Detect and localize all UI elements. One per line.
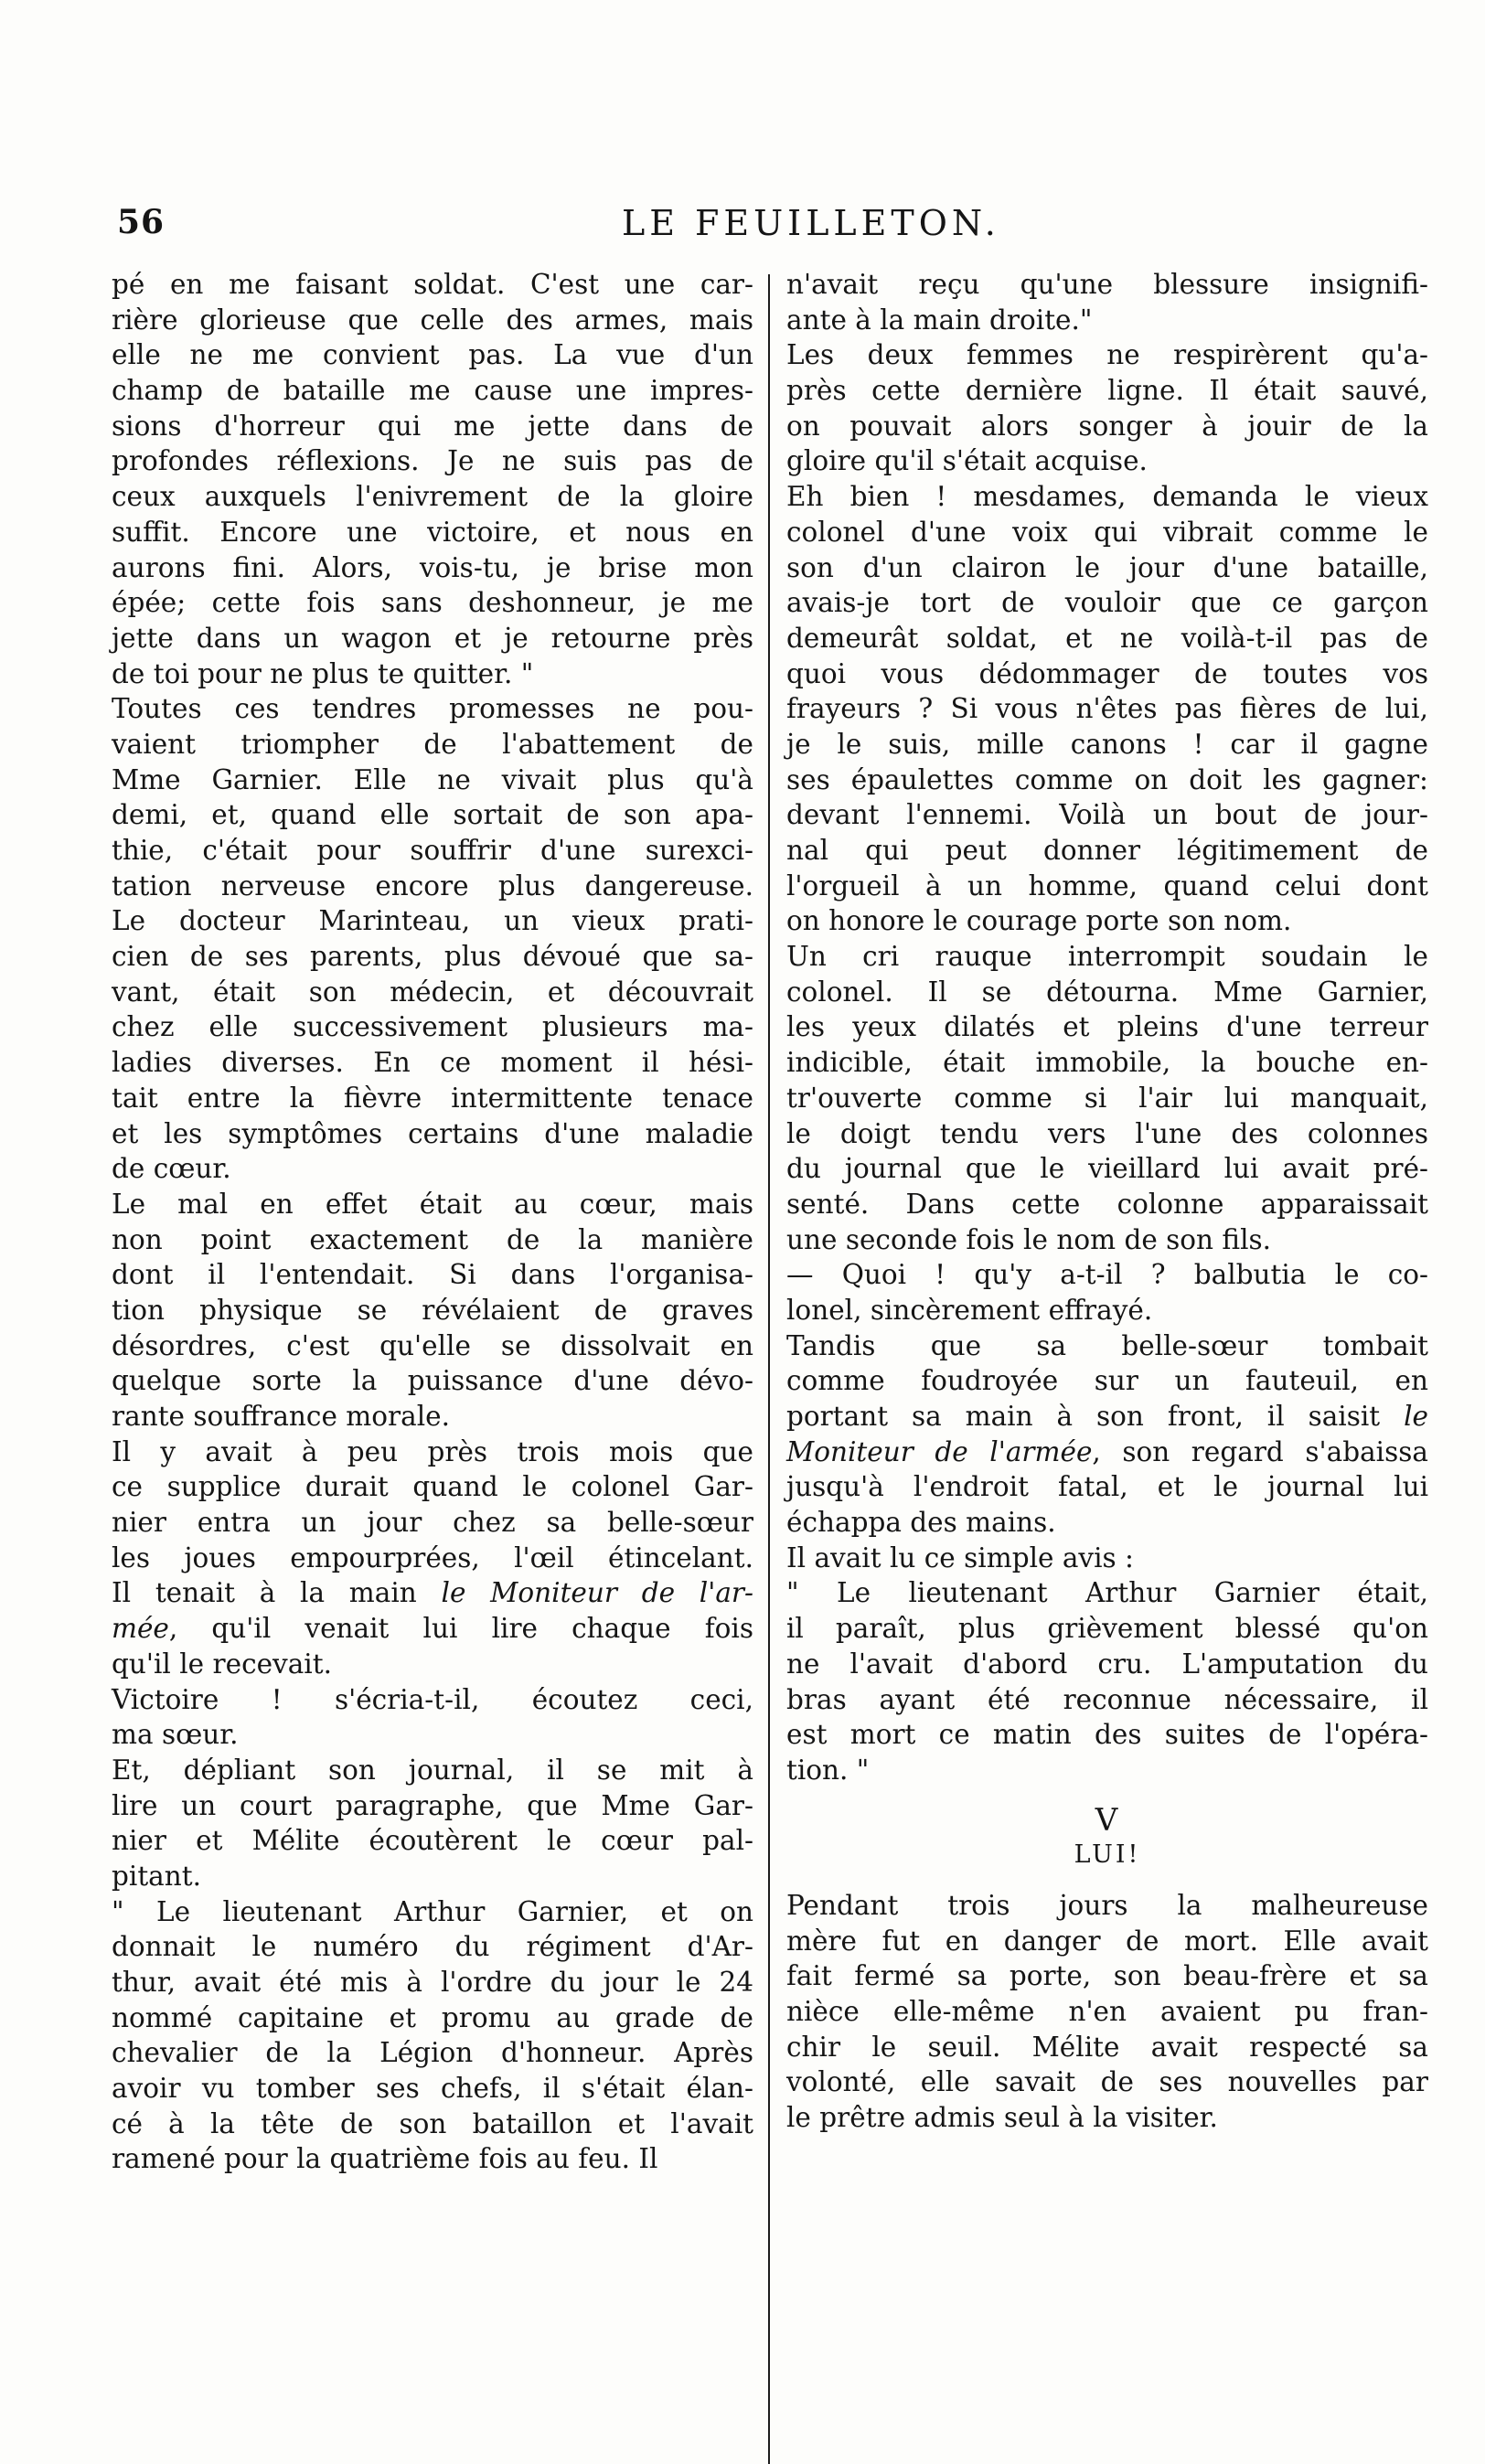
text-line: on honore le courage porte son nom. <box>786 905 1292 937</box>
text-line: cé à la tête de son bataillon et l'avait <box>112 2107 753 2139</box>
text-line: ma sœur. <box>112 1719 239 1751</box>
text-line: Pendant trois jours la malheureuse <box>786 1889 1428 1921</box>
text-line: vant, était son médecin, et découvrait <box>112 976 753 1008</box>
text-line: l'orgueil à un homme, quand celui dont <box>786 869 1428 901</box>
text-line: cien de ses parents, plus dévoué que sa- <box>112 941 753 973</box>
text-line: Les deux femmes ne respirèrent qu'a- <box>786 339 1428 371</box>
text-line: le doigt tendu vers l'une des colonnes <box>786 1117 1428 1149</box>
chapter-numeral: V <box>1095 1801 1120 1839</box>
text-line: ramené pour la quatrième fois au feu. Il <box>112 2143 658 2175</box>
text-line: il paraît, plus grièvement blessé qu'on <box>786 1613 1428 1645</box>
text-line: n'avait reçu qu'une blessure insignifi- <box>786 269 1428 300</box>
text-line: " Le lieutenant Arthur Garnier était, <box>786 1577 1428 1609</box>
text-line: indicible, était immobile, la bouche en- <box>786 1047 1428 1079</box>
text-line: Toutes ces tendres promesses ne pou- <box>112 693 753 725</box>
text-line: nier entra un jour chez sa belle-sœur <box>112 1507 753 1539</box>
text-line: demeurât soldat, et ne voilà-t-il pas de <box>786 622 1428 654</box>
text-line: qu'il le recevait. <box>112 1648 332 1680</box>
text-line: rière glorieuse que celle des armes, mais <box>112 304 753 336</box>
text-line: senté. Dans cette colonne apparaissait <box>786 1188 1428 1220</box>
text-line: avais-je tort de vouloir que ce garçon <box>786 587 1428 619</box>
text-line: colonel d'une voix qui vibrait comme le <box>786 516 1428 548</box>
text-line: avoir vu tomber ses chefs, il s'était élan- <box>112 2073 753 2105</box>
text-line: Eh bien ! mesdames, demanda le vieux <box>786 481 1428 513</box>
text-line: épée; cette fois sans deshonneur, je me <box>112 587 753 619</box>
text-line: on pouvait alors songer à jouir de la <box>786 410 1428 442</box>
text-line: suffit. Encore une victoire, et nous en <box>112 516 753 548</box>
text-line: nal qui peut donner légitimement de <box>786 835 1428 866</box>
text-line: thur, avait été mis à l'ordre du jour le 24 <box>112 1967 753 1998</box>
text-line: pé en me faisant soldat. C'est une car- <box>112 269 753 300</box>
text-line: Il avait lu ce simple avis : <box>786 1541 1134 1573</box>
text-line: thie, c'était pour souffrir d'une surexci- <box>112 835 753 866</box>
text-line: profondes réflexions. Je ne suis pas de <box>112 445 753 477</box>
text-line: champ de bataille me cause une impres- <box>112 375 753 407</box>
text-line: colonel. Il se détourna. Mme Garnier, <box>786 976 1428 1008</box>
text-line: quoi vous dédommager de toutes vos <box>786 657 1428 689</box>
text-line: nommé capitaine et promu au grade de <box>112 2001 753 2033</box>
text-line: comme foudroyée sur un fauteuil, en <box>786 1365 1428 1397</box>
spacer <box>786 1788 1428 1803</box>
text-line: devant l'ennemi. Voilà un bout de jour- <box>786 799 1428 831</box>
text-line: rante souffrance morale. <box>112 1401 450 1432</box>
text-line: ladies diverses. En ce moment il hési- <box>112 1047 753 1079</box>
text-line: bras ayant été reconnue nécessaire, il <box>786 1683 1428 1715</box>
text-line: frayeurs ? Si vous n'êtes pas fières de lui, <box>786 693 1428 725</box>
text-line: ce supplice durait quand le colonel Gar- <box>112 1471 753 1503</box>
text-line: mée, qu'il venait lui lire chaque fois <box>112 1613 753 1645</box>
text-line: chevalier de la Légion d'honneur. Après <box>112 2037 753 2069</box>
text-line: nier et Mélite écoutèrent le cœur pal- <box>112 1825 753 1857</box>
running-title: LE FEUILLETON. <box>622 203 1000 243</box>
text-line: Le mal en effet était au cœur, mais <box>112 1188 753 1220</box>
column-divider <box>768 274 770 2464</box>
text-line: est mort ce matin des suites de l'opéra- <box>786 1719 1428 1751</box>
text-line: aurons fini. Alors, vois-tu, je brise mon <box>112 551 753 583</box>
text-line: dont il l'entendait. Si dans l'organisa- <box>112 1259 753 1291</box>
text-line: pitant. <box>112 1860 201 1892</box>
text-line: jusqu'à l'endroit fatal, et le journal lui <box>786 1471 1428 1503</box>
chapter-title: LUI! <box>1074 1840 1141 1870</box>
text-line: désordres, c'est qu'elle se dissolvait en <box>112 1329 753 1361</box>
text-line: Il tenait à la main le Moniteur de l'ar- <box>112 1577 753 1609</box>
text-line: le prêtre admis seul à la visiter. <box>786 2102 1218 2134</box>
text-line: chir le seuil. Mélite avait respecté sa <box>786 2031 1428 2063</box>
text-line: mère fut en danger de mort. Elle avait <box>786 1925 1428 1957</box>
text-line: Le docteur Marinteau, un vieux prati- <box>112 905 753 937</box>
text-line: de cœur. <box>112 1153 231 1185</box>
text-line: Tandis que sa belle-sœur tombait <box>786 1329 1428 1361</box>
text-line: lire un court paragraphe, que Mme Gar- <box>112 1789 753 1821</box>
text-line: nièce elle-même n'en avaient pu fran- <box>786 1996 1428 2027</box>
text-line: demi, et, quand elle sortait de son apa- <box>112 799 753 831</box>
italic-text: le Moniteur de l'ar- <box>441 1577 753 1609</box>
text-line: chez elle successivement plusieurs ma- <box>112 1011 753 1043</box>
text-line: jette dans un wagon et je retourne près <box>112 622 753 654</box>
text-line: Il y avait à peu près trois mois que <box>112 1435 753 1467</box>
spacer <box>786 1873 1428 1888</box>
text-line: tr'ouverte comme si l'air lui manquait, <box>786 1082 1428 1114</box>
text-line: tation nerveuse encore plus dangereuse. <box>112 869 753 901</box>
text-line: " Le lieutenant Arthur Garnier, et on <box>112 1895 753 1927</box>
text-line: ante à la main droite." <box>786 304 1093 336</box>
text-line: non point exactement de la manière <box>112 1223 753 1255</box>
text-line: elle ne me convient pas. La vue d'un <box>112 339 753 371</box>
text-line: donnait le numéro du régiment d'Ar- <box>112 1931 753 1963</box>
italic-text: Moniteur de l'armée <box>786 1435 1093 1467</box>
text-line: son d'un clairon le jour d'une bataille, <box>786 551 1428 583</box>
text-line: volonté, elle savait de ses nouvelles par <box>786 2066 1428 2098</box>
text-line: échappa des mains. <box>786 1507 1056 1539</box>
italic-text: mée <box>112 1613 169 1645</box>
text-line: ses épaulettes comme on doit les gagner: <box>786 763 1428 795</box>
text-line: près cette dernière ligne. Il était sauvé, <box>786 375 1428 407</box>
text-line: Victoire ! s'écria-t-il, écoutez ceci, <box>112 1683 753 1715</box>
text-line: Mme Garnier. Elle ne vivait plus qu'à <box>112 763 753 795</box>
text-line: les yeux dilatés et pleins d'une terreur <box>786 1011 1428 1043</box>
text-line: portant sa main à son front, il saisit le <box>786 1401 1428 1432</box>
italic-text: le <box>1404 1401 1428 1432</box>
text-line: gloire qu'il s'était acquise. <box>786 445 1148 477</box>
left-column <box>112 267 753 2177</box>
text-line: Un cri rauque interrompit soudain le <box>786 941 1428 973</box>
text-line: ceux auxquels l'enivrement de la gloire <box>112 481 753 513</box>
text-line: et les symptômes certains d'une maladie <box>112 1117 753 1149</box>
page-number: 56 <box>117 203 166 241</box>
right-column <box>786 267 1428 2136</box>
text-line: du journal que le vieillard lui avait pré- <box>786 1153 1428 1185</box>
text-line: Moniteur de l'armée, son regard s'abaissa <box>786 1435 1428 1467</box>
text-line: vaient triompher de l'abattement de <box>112 728 753 760</box>
text-line: lonel, sincèrement effrayé. <box>786 1294 1153 1326</box>
text-line: fait fermé sa porte, son beau-frère et sa <box>786 1960 1428 1992</box>
text-line: quelque sorte la puissance d'une dévo- <box>112 1365 753 1397</box>
text-line: les joues empourprées, l'œil étincelant. <box>112 1541 753 1573</box>
text-line: — Quoi ! qu'y a-t-il ? balbutia le co- <box>786 1259 1428 1291</box>
text-line: tion physique se révélaient de graves <box>112 1294 753 1326</box>
text-line: une seconde fois le nom de son fils. <box>786 1223 1272 1255</box>
text-line: je le suis, mille canons ! car il gagne <box>786 728 1428 760</box>
text-line: tait entre la fièvre intermittente tenace <box>112 1082 753 1114</box>
text-line: de toi pour ne plus te quitter. " <box>112 657 534 689</box>
text-line: ne l'avait d'abord cru. L'amputation du <box>786 1648 1428 1680</box>
text-line: sions d'horreur qui me jette dans de <box>112 410 753 442</box>
text-line: tion. " <box>786 1754 870 1786</box>
text-line: Et, dépliant son journal, il se mit à <box>112 1754 753 1786</box>
